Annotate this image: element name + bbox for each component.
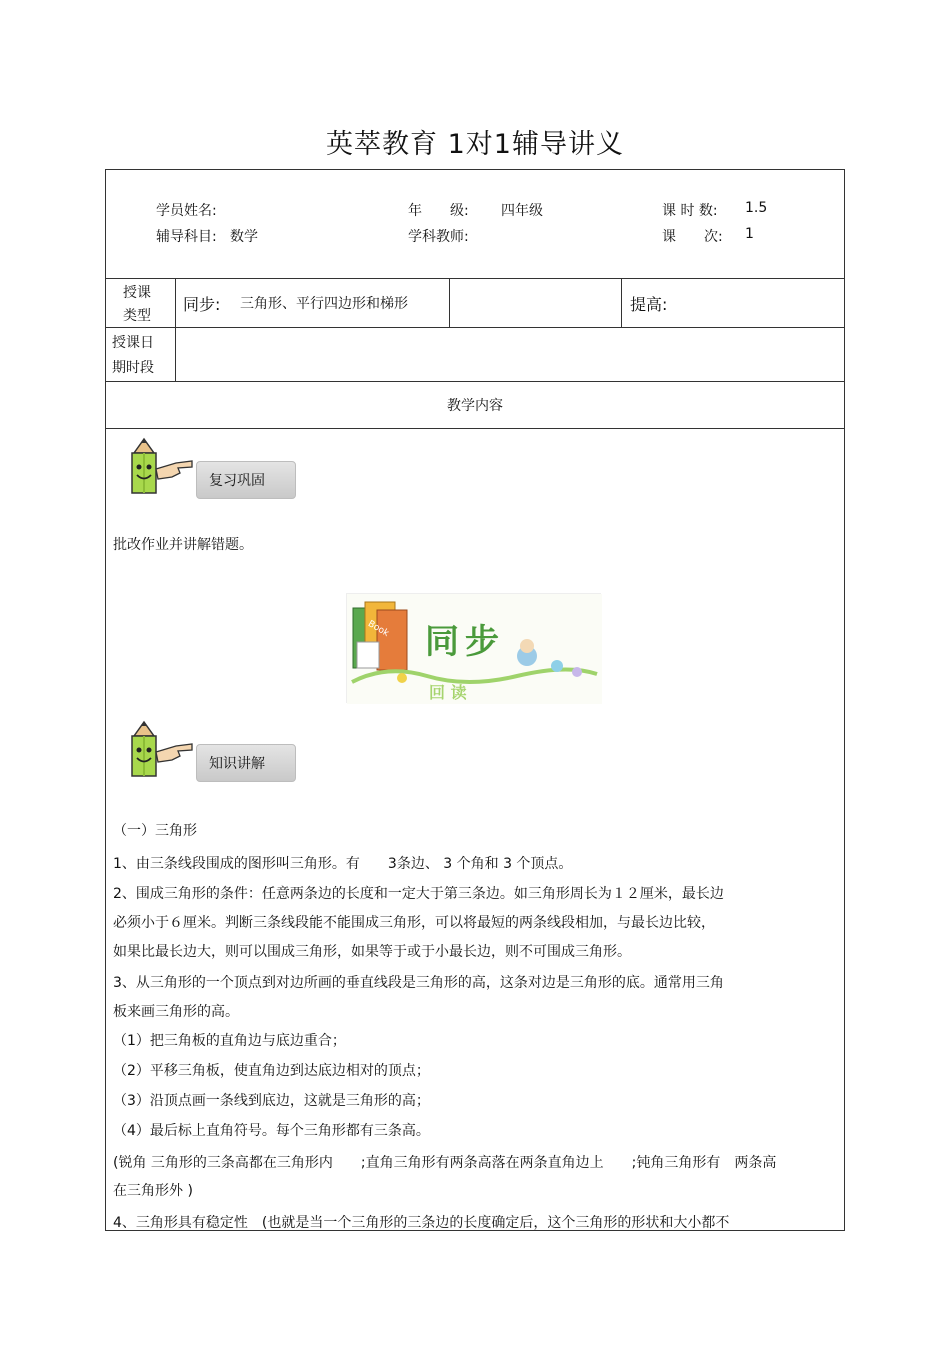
sync-banner-subtitle: 回 读: [429, 683, 467, 702]
note-line-1: (锐角 三角形的三条高都在三角形内 ;直角三角形有两条高落在两条直角边上 ;钝角三角形有 两条高: [113, 1155, 777, 1171]
hours-label: 课 时 数:: [662, 203, 718, 219]
step-1: （1）把三角板的直角边与底边重合；: [113, 1033, 346, 1049]
paragraph-4: 4、三角形具有稳定性 (也就是当一个三角形的三条边的长度确定后，这个三角形的形状和大小都不: [113, 1215, 730, 1231]
paragraph-1: 1、由三条线段围成的图形叫三角形。有 3条边、 3 个角和 3 个顶点。: [113, 856, 573, 872]
review-text: 批改作业并讲解错题。: [113, 537, 253, 553]
lesson-type-label-1: 授课: [123, 285, 151, 301]
subject-value: 数学: [230, 229, 258, 245]
student-name-label: 学员姓名:: [156, 203, 217, 219]
advanced-label: 提高:: [630, 295, 668, 314]
paragraph-2-line-1: 2、围成三角形的条件：任意两条边的长度和一定大于第三条边。如三角形周长为１２厘米，最长边: [113, 886, 724, 902]
lesson-type-label-2: 类型: [123, 308, 151, 324]
section-heading: （一）三角形: [113, 823, 197, 839]
student-info-box: [105, 169, 845, 279]
content-header: 教学内容: [447, 398, 503, 414]
teacher-label: 学科教师:: [408, 229, 469, 245]
session-label: 课 次:: [662, 229, 723, 245]
sync-banner-title: 同步: [425, 622, 505, 662]
grade-value: 四年级: [501, 203, 543, 219]
page-title: 英萃教育 1对1辅导讲义: [326, 129, 624, 160]
date-label-2: 期时段: [112, 360, 154, 376]
review-badge: 复习巩固: [196, 461, 296, 499]
paragraph-3-line-2: 板来画三角形的高。: [113, 1004, 239, 1020]
pencil-mascot-icon: [120, 720, 196, 778]
step-3: （3）沿顶点画一条线到底边，这就是三角形的高；: [113, 1093, 430, 1109]
empty-type-cell: [449, 278, 622, 328]
pencil-mascot-icon: [120, 437, 196, 495]
date-value-cell: [175, 327, 845, 382]
session-value: 1: [745, 226, 754, 242]
grade-label: 年 级:: [408, 203, 469, 219]
sync-label: 同步:: [183, 295, 221, 314]
subject-label: 辅导科目:: [156, 229, 217, 245]
step-2: （2）平移三角板，使直角边到达底边相对的顶点；: [113, 1063, 430, 1079]
paragraph-2-line-2: 必须小于６厘米。判断三条线段能不能围成三角形，可以将最短的两条线段相加，与最长边比较，: [113, 915, 715, 931]
book-label: Book: [366, 619, 391, 639]
knowledge-badge: 知识讲解: [196, 744, 296, 782]
date-label-1: 授课日: [112, 335, 154, 351]
paragraph-3-line-1: 3、从三角形的一个顶点到对边所画的垂直线段是三角形的高，这条对边是三角形的底。通常用三角: [113, 975, 724, 991]
note-line-2: 在三角形外 ): [113, 1183, 193, 1199]
sync-banner: [346, 593, 601, 703]
paragraph-2-line-3: 如果比最长边大，则可以围成三角形，如果等于或于小最长边，则不可围成三角形。: [113, 944, 631, 960]
hours-value: 1.5: [745, 200, 768, 216]
step-4: （4）最后标上直角符号。每个三角形都有三条高。: [113, 1123, 430, 1139]
sync-value: 三角形、平行四边形和梯形: [240, 296, 408, 312]
